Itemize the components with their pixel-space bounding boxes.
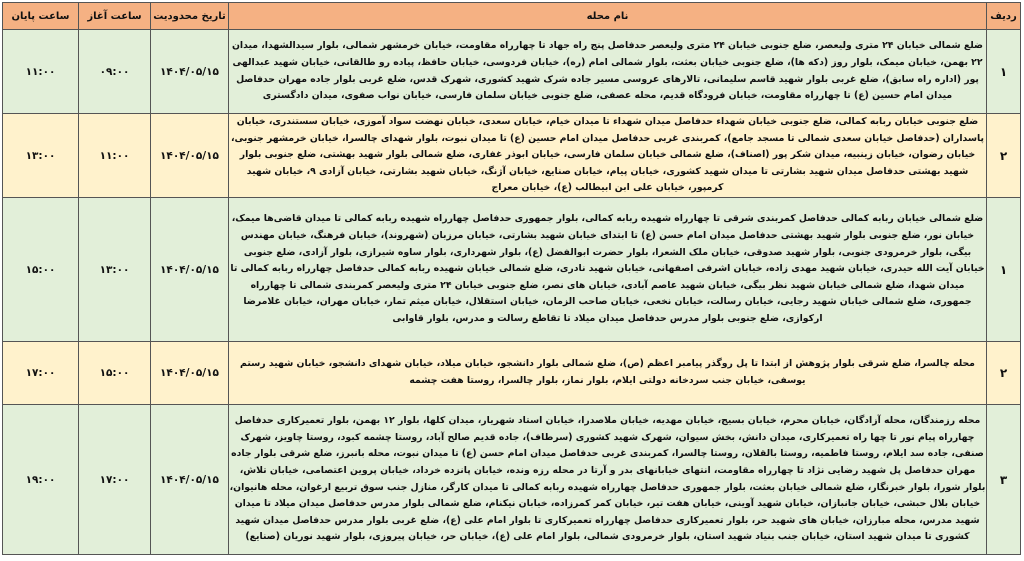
start-time-header: ساعت آغاز	[79, 3, 151, 30]
end-time-cell: ۱۳:۰۰	[3, 114, 79, 198]
table-row	[3, 198, 1021, 342]
start-time-cell: ۱۱:۰۰	[79, 114, 151, 198]
header-row	[3, 3, 1021, 30]
start-time-cell: ۰۹:۰۰	[79, 30, 151, 114]
area-name-header: نام محله	[229, 3, 987, 30]
area-list: ضلع شمالی خیابان ۲۴ متری ولیعصر، ضلع جنوبی خیابان ۲۴ متری ولیعصر حدفاصل پنج راه جهاد تا چهارراه مقاومت، خیابان خرمشهر شمالی، بلوار سیدالشهدا، میدان ۲۲ بهمن، خیابان میمک، بلوار روز (دکه ها)، ضلع جنوبی خیابان بعثت، بلوار شمالی امام (ره)، خیابان فردوسی، خیابان حافظ، پیاده رو طالقانی، خیابان شهید عبدالهی پور (اداره راه سابق)، ضلع غربی بلوار شهید قاسم سلیمانی، تالارهای عروسی مسیر جاده شرک شهید کشوری، شهرک قدس، ضلع غربی بلوار جاده مهران حدفاصل میدان امام حسین (ع) تا چهارراه مقاومت، خیابان فرودگاه قدیم، محله عصفی، ضلع جنوبی خیابان سلمان فارسی، خیابان نواب صفوی، میدان دادگستری	[229, 30, 987, 114]
end-time-cell: ۱۱:۰۰	[3, 30, 79, 114]
table-row	[3, 405, 1021, 555]
row-number: ۲	[987, 114, 1021, 198]
end-time-cell: ۱۵:۰۰	[3, 198, 79, 342]
area-list: محله رزمندگان، محله آزادگان، خیابان محرم، خیابان بسیج، خیابان مهدیه، خیابان ملاصدرا، خیابان استاد شهریار، میدان کلها، بلوار ۱۲ بهمن، بلوار تعمیرکاری حدفاصل چهارراه پیام نور تا چها راه تعمیرکاری، میدان دانش، بخش سیوان، شهرک شهید کشوری (سرطاف)، جاده قدیم صالح آباد، روستا چشمه کبود، روستا چاویز، شهرک صنفی، جاده سد ایلام، روستا فاطمیه، روستا بالقلان، روستا چالسرا، کمربندی غربی حدفاصل میدان امام حسن (ع) تا میدان نبوت، محله بانبرز، ضلع شرقی بلوار جاده مهران حدفاصل پل شهید رضایی نژاد تا چهارراه مقاومت، انتهای خیابانهای بدر و آرتا در محله رزه ونده، خیابان پانزده خرداد، خیابان پروین اعتصامی، خیابان تلاش، بلوار شورا، بلوار خبرنگار، ضلع شمالی خیابان بعثت، بلوار جمهوری حدفاصل چهارراه شهیده ربابه کمالی تا میدان کارگر، منازل جنب سوق تربیع ارغوان، محله هانیوان، خیابان بلال حبشی، خیابان جانبازان، خیابان شهید آوینی، خیابان هفت تیر، خیابان کمر کمرزاده، خیابان نیکنام، ضلع شمالی بلوار مدرس حدفاصل میدان میلاد تا میدان شهید مدرس، محله مبارزان، خیابان های شهید حر، بلوار تعمیرکاری حدفاصل چهارراه تعمیرکاری تا بلوار امام علی (ع)، ضلع غربی بلوار مدرس حدفاصل میدان شهید کشوری تا میدان شهید استان، خیابان جنب بنیاد شهید استان، بلوار خرمرودی شمالی، بلوار امام علی (ع)، خیابان حر، خیابان پیروزی، بلوار شهید نوریان (صنایع)	[229, 405, 987, 555]
end-time-cell: ۱۷:۰۰	[3, 342, 79, 405]
end-time-header: ساعت پایان	[3, 3, 79, 30]
row-number: ۲	[987, 342, 1021, 405]
area-list: ضلع شمالی خیابان ربابه کمالی حدفاصل کمربندی شرقی تا چهارراه شهیده ربابه کمالی، بلوار جمهوری حدفاصل چهارراه شهیده ربابه کمالی تا میدان قاضی‌ها میمک، خیابان نور، ضلع جنوبی بلوار شهید بهشتی حدفاصل میدان امام حسن (ع) تا ابتدای خیابان شهید بشارتی، خیابان مرزبان (شهروند)، خیابان فرهنگ، خیابان مهندس بیگی، بلوار خرمرودی جنوبی، بلوار شهید صدوقی، خیابان ملک الشعرا، بلوار حضرت ابوالفضل (ع)، بلوار شهرداری، بلوار ساوه شیرازی، بلوار آزادی، ضلع جنوبی خیابان آیت الله حیدری، خیابان شهید مهدی زاده، خیابان اشرفی اصفهانی، خیابان شهید نادری، ضلع شمالی خیابان شهیده ربابه کمالی حدفاصل چهارراه ربابه کمالی تا میدان شهدا، ضلع شمالی خیابان شهید نظر بیگی، خیابان شهید عاصم آبادی، خیابان های نصر، ضلع جنوبی خیابان ۲۴ متری ولیعصر کمربندی شمالی تا چهارراه جمهوری، ضلع شمالی خیابان شهید رجایی، خیابان رسالت، خیابان نخعی، خیابان صاحب الزمان، خیابان استقلال، خیابان میثم تمار، خیابان مهران، خیابان غلامرضا ارکوازی، ضلع جنوبی بلوار مدرس حدفاصل میدان میلاد تا تقاطع رسالت و مدرس، بلوار قاوابی	[229, 198, 987, 342]
date-header: تاریخ محدودیت	[151, 3, 229, 30]
start-time-cell: ۱۵:۰۰	[79, 342, 151, 405]
start-time-cell: ۱۳:۰۰	[79, 198, 151, 342]
row-number: ۳	[987, 405, 1021, 555]
area-list: محله چالسرا، ضلع شرقی بلوار پژوهش از ابتدا تا پل روگذر پیامبر اعظم (ص)، ضلع شمالی بلوار دانشجو، خیابان میلاد، خیابان شهدای دانشجو، خیابان شهید رستم یوسفی، خیابان جنب سردخانه دولتی ایلام، بلوار نماز، بلوار چالسرا، روستا هفت چشمه	[229, 342, 987, 405]
area-list: ضلع جنوبی خیابان ربابه کمالی، ضلع جنوبی خیابان شهداء حدفاصل میدان شهداء تا میدان خیام، خیابان سعدی، خیابان نهضت سواد آموزی، خیابان سستندری، خیابان پاسداران (حدفاصل خیابان سعدی شمالی تا مسجد جامع)، کمربندی غربی حدفاصل میدان امام حسین (ع) تا میدان نبوت، بلوار شهدای چالسرا، خیابان خرمشهر جنوبی، خیابان رضوان، خیابان زینبیه، میدان شکر پور (اصناف)، ضلع شمالی خیابان سلمان فارسی، خیابان ابوذر غفاری، ضلع شمالی بلوار شهید بهشتی، ضلع جنوبی بلوار شهید بهشتی حدفاصل میدان شهید بشارتی تا میدان شهید کشوری، خیابان پیام، خیابان صنایع، خیابان آژنگ، خیابان شهید بشارتی، خیابان آزادی ۹، خیابان شهید کرمپور، خیابان علی ابن ابیطالب (ع)، خیابان معراج	[229, 114, 987, 198]
row-number: ۱	[987, 198, 1021, 342]
date-cell: ۱۴۰۴/۰۵/۱۵	[151, 342, 229, 405]
table-row	[3, 342, 1021, 405]
outage-schedule-table	[2, 2, 1021, 555]
row-number-header: ردیف	[987, 3, 1021, 30]
date-cell: ۱۴۰۴/۰۵/۱۵	[151, 405, 229, 555]
table-row	[3, 30, 1021, 114]
date-cell: ۱۴۰۴/۰۵/۱۵	[151, 30, 229, 114]
row-number: ۱	[987, 30, 1021, 114]
end-time-cell: ۱۹:۰۰	[3, 405, 79, 555]
date-cell: ۱۴۰۴/۰۵/۱۵	[151, 114, 229, 198]
table-row	[3, 114, 1021, 198]
start-time-cell: ۱۷:۰۰	[79, 405, 151, 555]
date-cell: ۱۴۰۴/۰۵/۱۵	[151, 198, 229, 342]
